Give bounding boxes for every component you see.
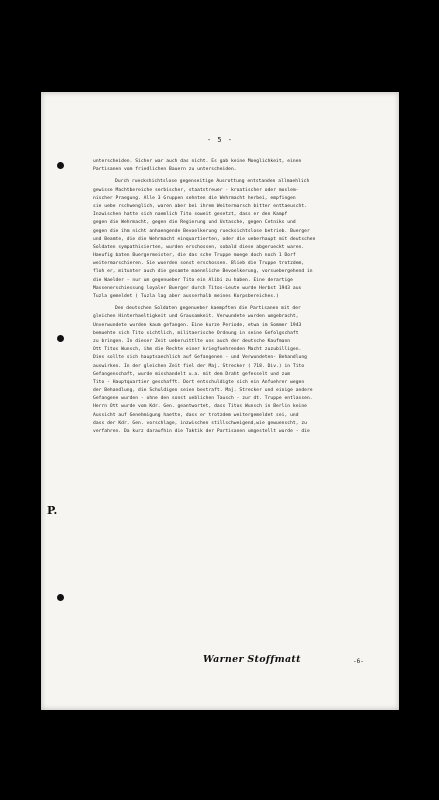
text-line: verfahren. Da kurz daraufhin die Taktik der Partisanen umgestellt wurde - die (93, 429, 310, 434)
text-line: Durch rueckshichtslose gegenseitige Ausrottung entstanden allmaehlich (115, 179, 310, 185)
text-line: sie uebe rschwenglich, waren aber bei ihrem Weitermarsch bitter enttaeuscht. (93, 203, 307, 209)
document-page (41, 92, 399, 710)
text-line: gleichen Hinterhaeltigkeit und Grausamkeit. Verwundete wurden umgebracht, (93, 314, 299, 320)
continuation-marker: -6- (353, 658, 364, 665)
text-line: Aussicht auf Genehmigung haette, dass er trotzdem weitergemeldet sei, und (93, 412, 299, 418)
text-line: nischer Praegung. Alle 3 Gruppen sehnten die Wehrmacht herbei, empfingen (93, 195, 296, 201)
page-number: - 5 - (206, 136, 234, 144)
text-line: gegen die ihm nicht anhaengende Bevoelkerung ruecksichtslose betrieb. Buerger (93, 228, 310, 234)
text-line: Ott Titos Wunsch, ihm die Rechte einer kriegfuehrenden Macht zuzubilligen. (93, 347, 302, 353)
text-line: und Beamte, die die Wehrmacht einquartierten, oder die ueberhaupt mit deutschen (93, 236, 316, 242)
text-line: weitermarschieren. Sie wuerden sonst erschossen. Blieb die Truppe trotzdem, (93, 261, 305, 267)
text-line: auswirken. In der gleichen Zeit fiel der Maj. Strecker ( 718. Div.) in Tito (93, 363, 305, 369)
text-line: Gefangene wurden - ohne den sonst ueblichen Tausch - zur dt. Truppe entlassen. (93, 396, 313, 402)
margin-annotation: P. (47, 504, 58, 517)
text-line: Unverwundete wurden kaum gefangen. Eine kurze Periode, etwa im Sommer 1943 (93, 322, 302, 328)
text-line: dass der Kdr. Gen. vorschlage, inzwischen stillschweigend,wie gewuenscht, zu (93, 420, 307, 426)
text-line: Den deutschen Soldaten gegenueber kaempften die Partisanen mit der (115, 306, 301, 312)
punch-hole (57, 594, 64, 601)
text-line: Haeufig baten Buergermeister, die das sche Truppe moege doch noch 1 Dorf (93, 253, 296, 259)
text-line: bemuehte sich Tito sichtlich, militaerische Ordnung in seine Gefolgschaft (93, 330, 299, 336)
text-line: gewisse Machtbereiche serbischer, staatstreuer - kroatischer oder moslem- (93, 187, 299, 193)
text-line: Partisanen vom friedlichen Bauern zu unterscheiden. (93, 167, 237, 173)
text-line: Soldaten sympathisierten, wurden erschossen, sobald diese abgerueckt waren. (93, 244, 305, 250)
text-line: die Waelder - nur um gegenueber Tito ein Alibi zu haben. Eine derartige (93, 277, 293, 283)
handwritten-signature: Warner Stoffmatt (203, 654, 301, 665)
text-line: Inzwischen hatte sich naemlich Tito soweit gesetzt, dass er den Kampf (93, 212, 288, 218)
typed-text-body (93, 158, 387, 436)
punch-hole (57, 335, 64, 342)
punch-hole (57, 162, 64, 169)
text-line: Dies sollte sich hauptsaechlich auf Gefangenen - und Verwundeten- Behandlung (93, 355, 307, 361)
text-line: Tito - Hauptquartier geschafft. Dort entschuldigte sich ein Anfuehrer wegen (93, 379, 305, 385)
text-line: Tuzla gemeldet ( Tuzla lag aber ausserhalb meines Korpsbereiches.) (93, 294, 279, 299)
text-line: unterscheiden. Sicher war auch das nicht. Es gab keine Moeglichkeit, einen (93, 159, 302, 164)
text-line: gegen die Wehrmacht, gegen die Regierung und Ustasche, gegen Cetniks und (93, 220, 296, 226)
text-line: Herrn Ott wurde vom Kdr. Gen. geantwortet, dass Titos Wunsch in Berlin keine (93, 404, 307, 410)
text-line: Gefangenschaft, wurde misshandelt u.a. mit dem Draht gefesselt und zum (93, 371, 291, 377)
text-line: Massenerschiessung loyaler Buerger durch Titos-Leute wurde Herbst 1943 aus (93, 285, 302, 291)
text-line: zu bringen. In dieser Zeit ueberuittlte uns auch der deutsche Kaufmann (93, 338, 291, 344)
text-line: floh er, mitunter auch die gesamte maennliche Bevoelkerung, vorsuebergehend in (93, 269, 313, 275)
text-line: der Behandlung, die Schuldigen seien bestraft. Maj. Strecker und einige andere (93, 388, 313, 394)
